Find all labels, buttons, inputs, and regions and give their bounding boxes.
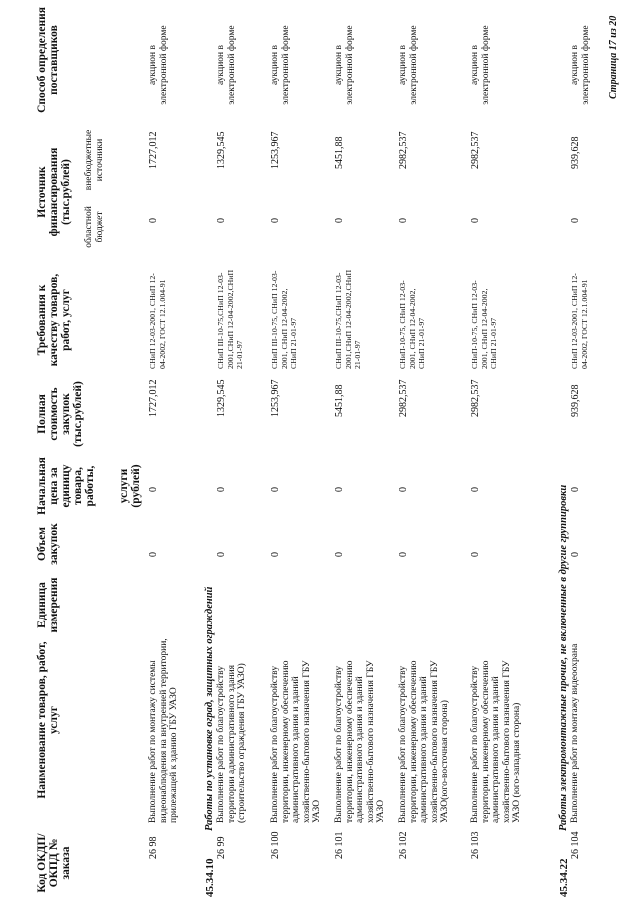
row-name: Выполнение работ по благоустройству территории, инженерному обеспечению административного здания и зданий хозяйственно-бытового назначения ГБУ УАЗО (юго-западная сторона) <box>470 660 522 823</box>
header-code: Код ОКДП/ ОКПД № заказа <box>36 833 72 893</box>
row-regional: 0 <box>270 218 281 223</box>
header-requirements: Требования к качеству товаров, работ, услуг <box>36 273 72 367</box>
header-unit: Единица измерения <box>36 577 60 633</box>
page-number: Страница 17 из 20 <box>608 15 619 99</box>
header-financing: Источник финансирования (тыс.рублей) <box>36 147 72 237</box>
header-method: Способ определения поставщиков <box>36 7 60 113</box>
group-code: 45.34.22 <box>558 858 570 897</box>
row-volume: 0 <box>216 552 227 557</box>
row-name: Выполнение работ по благоустройству территории административного здания (строительство ограждения ГБУ УАЗО) <box>216 663 247 823</box>
row-requirements: СНиП-10-75, СНиП 12-03-2001, СНиП 12-04-2002, СНиП 21-01-97 <box>470 280 498 369</box>
header-price: Начальная цена за единицу товара, работы, <box>36 457 96 515</box>
row-regional: 0 <box>216 218 227 223</box>
row-requirements: СНиП III-10-75, СНиП 12-03-2001, СНиП 12-04-2002, СНиП 21-01-97 <box>270 270 298 369</box>
row-requirements: СНиП 12-03-2001, СНиП 12-04-2002, ГОСТ 12.1.004-91 <box>570 273 589 369</box>
row-price: 0 <box>216 487 227 492</box>
row-name: Выполнение работ по благоустройству территории, инженерному обеспечению административного здания и зданий хозяйственно-бытового назначения ГБУ УАЗО <box>334 660 386 823</box>
row-volume: 0 <box>148 552 159 557</box>
row-code: 26 98 <box>148 836 159 859</box>
row-requirements: СНиП III-10-75,СНиП 12-03-2001,СНиП 12-04-2002,СНиП 21-01-97 <box>334 269 362 369</box>
row-volume: 0 <box>334 552 345 557</box>
row-price: 0 <box>270 487 281 492</box>
row-method: аукцион в электронной форме <box>148 25 169 105</box>
row-total: 2982,537 <box>470 379 481 417</box>
row-total: 1253,967 <box>270 379 281 417</box>
row-price: 0 <box>148 487 159 492</box>
row-name: Выполнение работ по монтажу видеоохрана <box>570 643 580 823</box>
row-method: аукцион в электронной форме <box>216 25 237 105</box>
row-extra: 1727,012 <box>148 131 159 169</box>
row-code: 26 101 <box>334 831 345 859</box>
header-name: Наименование товаров, работ, услуг <box>36 641 60 799</box>
row-requirements: СНиП 12-03-2001, СНиП 12-04-2002, ГОСТ 12.1.004-91 <box>148 273 167 369</box>
row-code: 26 102 <box>398 831 409 859</box>
row-method: аукцион в электронной форме <box>398 25 419 105</box>
row-name: Выполнение работ по благоустройству территории, инженерному обеспечению административного здания и зданий хозяйственно-бытового назначения ГБУ УАЗО <box>270 660 322 823</box>
row-method: аукцион в электронной форме <box>334 25 355 105</box>
row-method: аукцион в электронной форме <box>470 25 491 105</box>
row-total: 5451,88 <box>334 384 345 417</box>
row-price: 0 <box>570 487 581 492</box>
row-price: 0 <box>398 487 409 492</box>
row-extra: 1329,545 <box>216 131 227 169</box>
row-code: 26 104 <box>570 831 581 859</box>
row-regional: 0 <box>570 218 581 223</box>
row-extra: 1253,967 <box>270 131 281 169</box>
row-name: Выполнение работ по благоустройству территории, инженерному обеспечению административного здания и зданий хозяйственно-бытового назначения ГБУ УАЗО(юго-восточная сторона) <box>398 660 450 823</box>
header-price-sub: услуги (рублей) <box>118 464 142 508</box>
row-total: 2982,537 <box>398 379 409 417</box>
row-requirements: СНиП III-10-75,СНиП 12-03-2001,СНиП 12-04-2002,СНиП 21-01-97 <box>216 269 244 369</box>
row-extra: 5451,88 <box>334 136 345 169</box>
row-extra: 2982,537 <box>398 131 409 169</box>
row-volume: 0 <box>470 552 481 557</box>
row-code: 26 100 <box>270 831 281 859</box>
row-requirements: СНиП-10-75, СНиП 12-03-2001, СНиП 12-04-2002, СНиП 21-01-97 <box>398 280 426 369</box>
row-name: Выполнение работ по монтажу системы видеонаблюдения на внутренней территории, прилежащей к зданию ГБУ УАЗО <box>148 638 179 823</box>
row-code: 26 103 <box>470 831 481 859</box>
group-label: Работы по установке оград, защитных ограждений <box>204 586 215 831</box>
header-fin-regional: областной бюджет <box>84 206 105 248</box>
row-method: аукцион в электронной форме <box>270 25 291 105</box>
row-regional: 0 <box>398 218 409 223</box>
row-total: 1727,012 <box>148 379 159 417</box>
header-volume: Объем закупок <box>36 523 60 565</box>
header-total: Полная стоимость закупок (тыс.рублей) <box>36 381 84 447</box>
row-code: 26 99 <box>216 836 227 859</box>
row-volume: 0 <box>398 552 409 557</box>
row-price: 0 <box>334 487 345 492</box>
header-fin-extra: внебюджетные источники <box>84 129 105 191</box>
group-label: Работы электромонтажные прочие, не включенные в другие группировки <box>558 484 569 831</box>
row-regional: 0 <box>334 218 345 223</box>
row-total: 1329,545 <box>216 379 227 417</box>
row-volume: 0 <box>570 552 581 557</box>
row-regional: 0 <box>470 218 481 223</box>
row-total: 939,628 <box>570 384 581 417</box>
row-method: аукцион в электронной форме <box>570 25 591 105</box>
row-regional: 0 <box>148 218 159 223</box>
row-extra: 939,628 <box>570 136 581 169</box>
row-extra: 2982,537 <box>470 131 481 169</box>
row-volume: 0 <box>270 552 281 557</box>
group-code: 45.34.10 <box>204 858 216 897</box>
row-price: 0 <box>470 487 481 492</box>
